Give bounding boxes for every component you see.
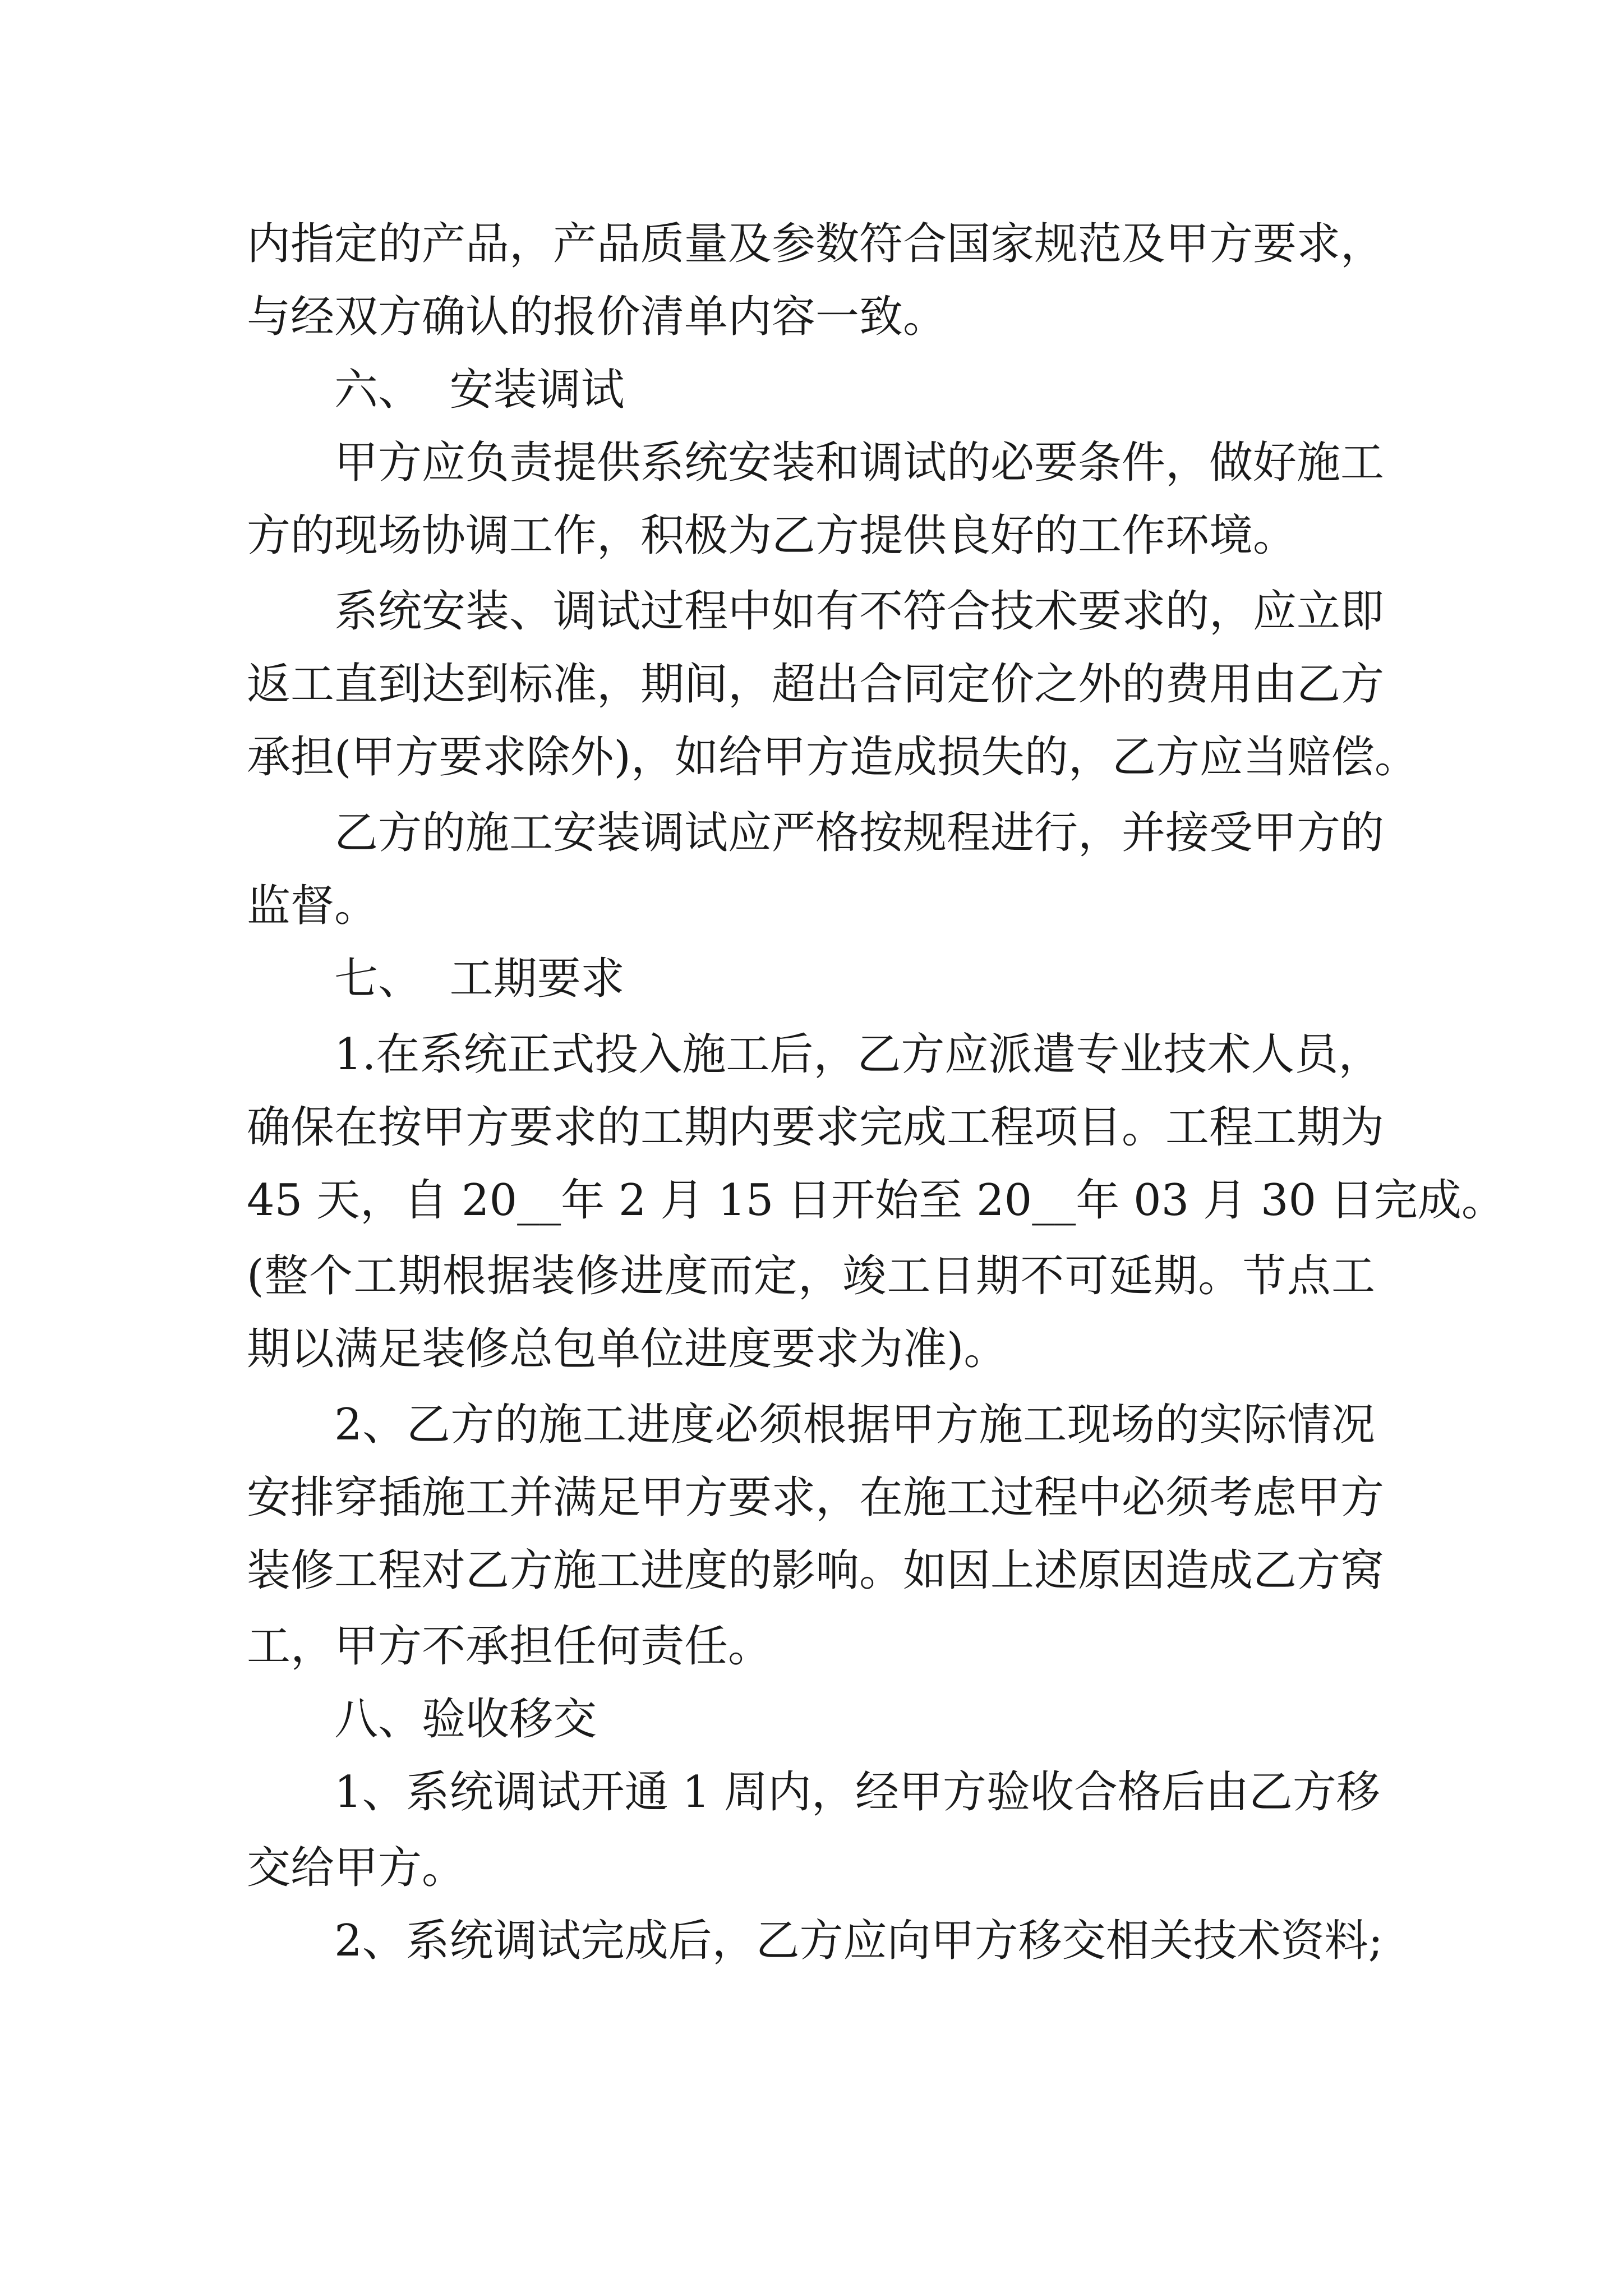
body-text-line: 承担(甲方要求除外)，如给甲方造成损失的，乙方应当赔偿。 xyxy=(247,732,1418,783)
section-heading: 七、 工期要求 xyxy=(334,954,625,1004)
body-text-line: 方的现场协调工作，积极为乙方提供良好的工作环境。 xyxy=(247,510,1297,561)
body-text-line: 1.在系统正式投入施工后，乙方应派遣专业技术人员， xyxy=(334,1029,1382,1080)
body-text-line: 交给甲方。 xyxy=(247,1843,466,1893)
body-text-line: 期以满足装修总包单位进度要求为准)。 xyxy=(247,1324,1008,1374)
body-text-line: 确保在按甲方要求的工期内要求完成工程项目。工程工期为 xyxy=(247,1102,1385,1153)
section-heading: 八、验收移交 xyxy=(334,1694,597,1745)
body-text-line: 工，甲方不承担任何责任。 xyxy=(247,1621,772,1672)
body-text-line: 与经双方确认的报价清单内容一致。 xyxy=(247,292,947,342)
body-text-line: 返工直到达到标准，期间，超出合同定价之外的费用由乙方 xyxy=(247,659,1385,710)
body-text-line: 2、乙方的施工进度必须根据甲方施工现场的实际情况 xyxy=(334,1400,1375,1450)
body-text-line: 内指定的产品，产品质量及参数符合国家规范及甲方要求， xyxy=(247,219,1385,269)
body-text-line: 2、系统调试完成后，乙方应向甲方移交相关技术资料; xyxy=(334,1916,1383,1966)
body-text-line: 装修工程对乙方施工进度的影响。如因上述原因造成乙方窝 xyxy=(247,1545,1385,1596)
body-text-line: 1、系统调试开通 1 周内，经甲方验收合格后由乙方移 xyxy=(334,1767,1380,1818)
body-text-line: 监督。 xyxy=(247,881,379,931)
body-text-line: 45 天，自 20__年 2 月 15 日开始至 20__年 03 月 30 日完成。 xyxy=(247,1175,1505,1226)
section-heading: 六、 安装调试 xyxy=(334,365,625,415)
body-text-line: (整个工期根据装修进度而定，竣工日期不可延期。节点工 xyxy=(247,1251,1375,1301)
body-text-line: 安排穿插施工并满足甲方要求，在施工过程中必须考虑甲方 xyxy=(247,1473,1385,1523)
body-text-line: 系统安装、调试过程中如有不符合技术要求的，应立即 xyxy=(334,586,1385,637)
body-text-line: 甲方应负责提供系统安装和调试的必要条件，做好施工 xyxy=(334,438,1385,488)
body-text-line: 乙方的施工安装调试应严格按规程进行，并接受甲方的 xyxy=(334,808,1385,858)
